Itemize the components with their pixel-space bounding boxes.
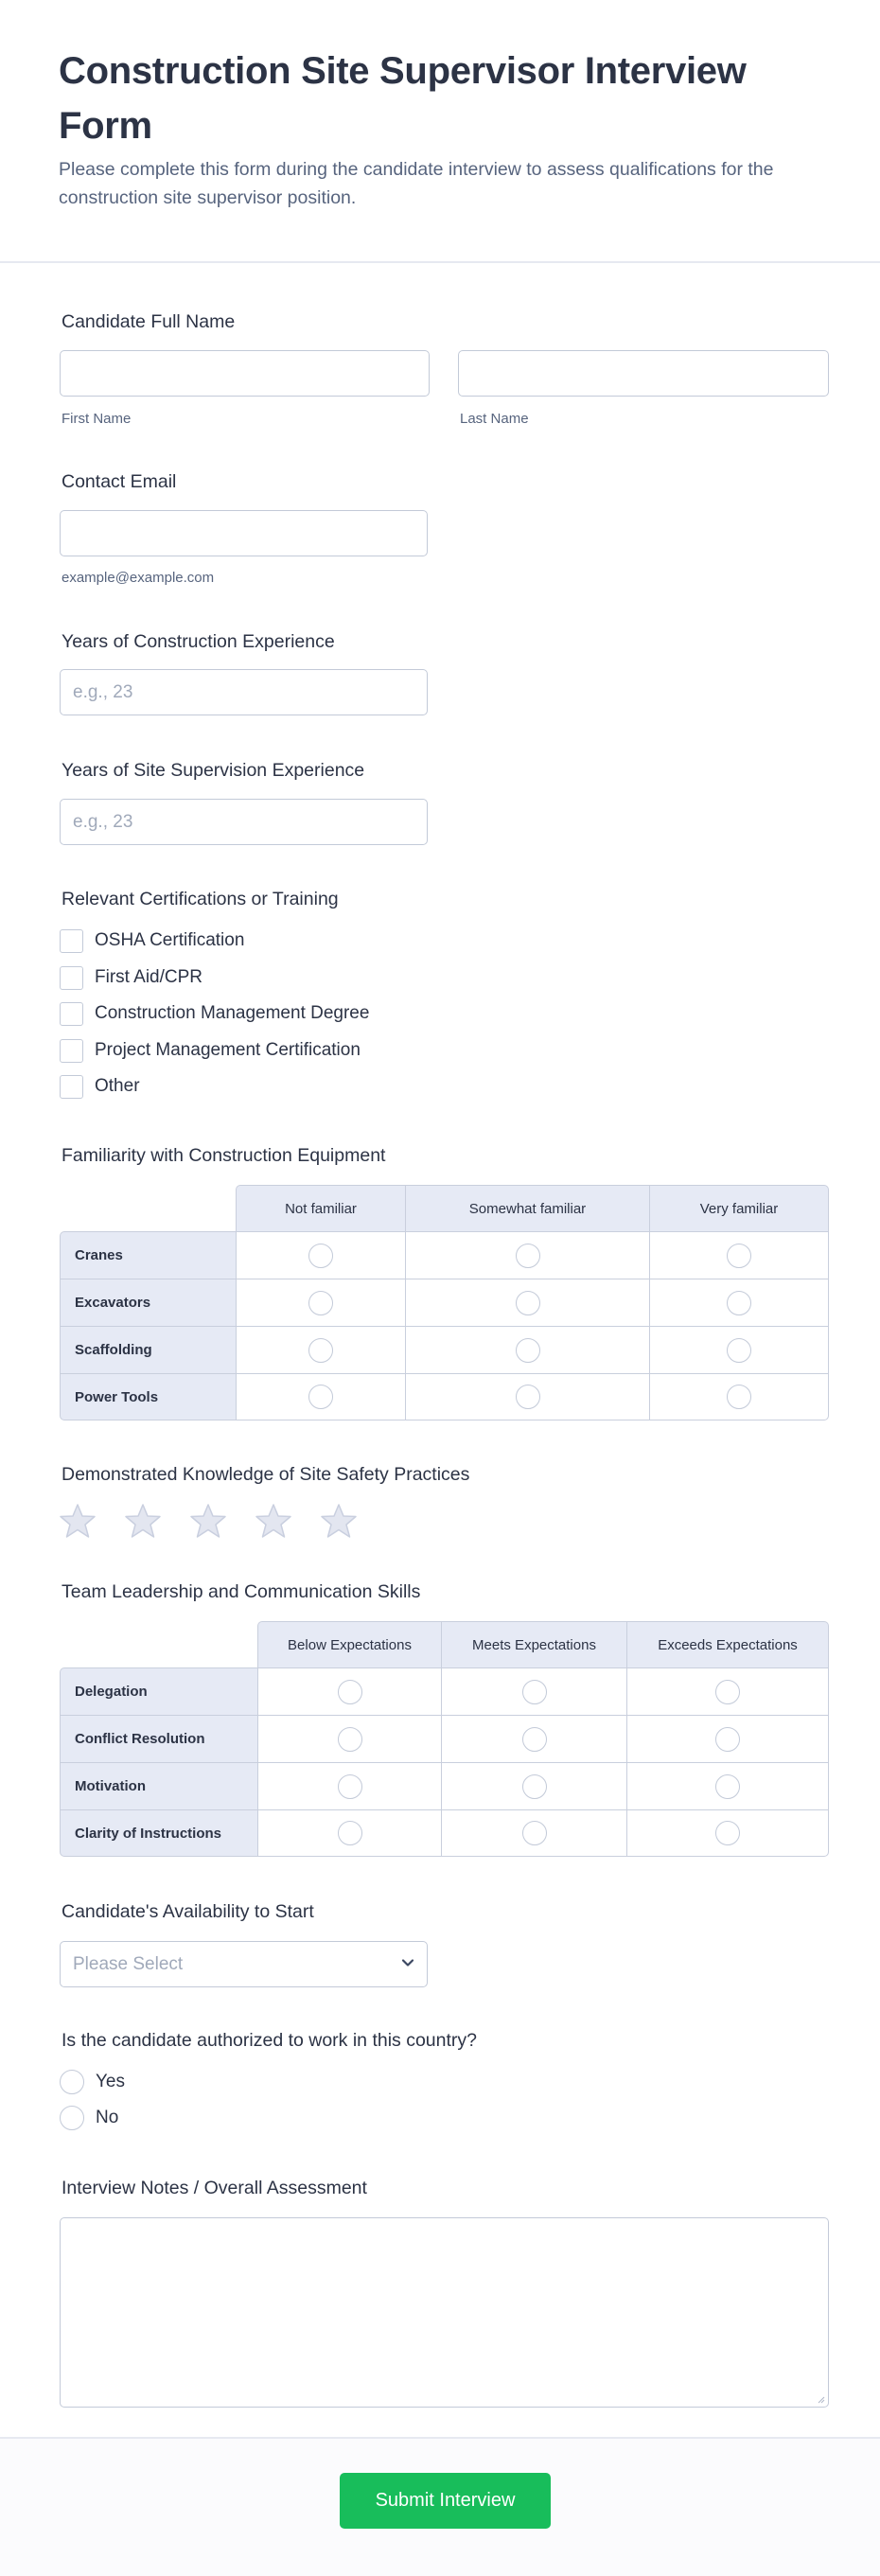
certification-option-project-management[interactable] <box>60 1038 361 1063</box>
star-icon[interactable] <box>320 1503 358 1539</box>
matrix-corner <box>60 1185 236 1231</box>
column-header: Somewhat familiar <box>405 1185 649 1231</box>
radio-button[interactable] <box>522 1821 547 1845</box>
matrix-row <box>60 1667 829 1715</box>
column-header: Exceeds Expectations <box>626 1621 829 1667</box>
star-icon[interactable] <box>255 1503 292 1539</box>
radio-button[interactable] <box>60 2106 84 2130</box>
safety-label: Demonstrated Knowledge of Site Safety Practices <box>62 1464 470 1485</box>
matrix-row <box>60 1715 829 1762</box>
first-name-input[interactable] <box>60 350 430 397</box>
row-label: Conflict Resolution <box>60 1715 257 1762</box>
radio-button[interactable] <box>60 2070 84 2094</box>
checkbox-label: First Aid/CPR <box>95 967 203 987</box>
radio-button[interactable] <box>727 1385 751 1409</box>
column-header: Below Expectations <box>257 1621 441 1667</box>
star-icon[interactable] <box>189 1503 227 1539</box>
header-divider <box>0 261 880 263</box>
certifications-label: Relevant Certifications or Training <box>62 889 339 909</box>
notes-label: Interview Notes / Overall Assessment <box>62 2178 367 2198</box>
matrix-row <box>60 1809 829 1857</box>
supervision-experience-placeholder: e.g., 23 <box>73 812 133 832</box>
certification-option-first-aid[interactable] <box>60 965 202 990</box>
matrix-row <box>60 1326 829 1373</box>
radio-button[interactable] <box>308 1244 333 1268</box>
radio-label: No <box>96 2108 119 2127</box>
construction-experience-placeholder: e.g., 23 <box>73 682 133 702</box>
radio-button[interactable] <box>338 1774 362 1799</box>
row-label: Power Tools <box>60 1373 236 1420</box>
column-header: Meets Expectations <box>441 1621 626 1667</box>
radio-button[interactable] <box>308 1385 333 1409</box>
radio-button[interactable] <box>516 1244 540 1268</box>
certification-option-osha[interactable] <box>60 928 244 953</box>
matrix-row <box>60 1762 829 1809</box>
radio-button[interactable] <box>516 1338 540 1363</box>
leadership-matrix <box>60 1621 829 1857</box>
star-rating <box>59 1503 385 1539</box>
radio-button[interactable] <box>338 1680 362 1704</box>
radio-button[interactable] <box>715 1821 740 1845</box>
leadership-label: Team Leadership and Communication Skills <box>62 1581 421 1602</box>
matrix-corner <box>60 1621 257 1667</box>
equipment-label: Familiarity with Construction Equipment <box>62 1145 386 1166</box>
star-icon[interactable] <box>59 1503 97 1539</box>
availability-select[interactable] <box>60 1941 428 1987</box>
matrix-row <box>60 1279 829 1326</box>
radio-button[interactable] <box>727 1291 751 1315</box>
resize-handle-icon[interactable] <box>816 2394 825 2404</box>
email-input[interactable] <box>60 510 428 556</box>
checkbox[interactable] <box>60 966 83 990</box>
email-sublabel: example@example.com <box>62 570 215 586</box>
authorized-label: Is the candidate authorized to work in this country? <box>62 2030 477 2051</box>
page-subtitle: Please complete this form during the candidate interview to assess qualifications for the construction site supervisor position. <box>59 159 774 208</box>
authorized-option-yes[interactable] <box>60 2070 125 2094</box>
radio-button[interactable] <box>308 1338 333 1363</box>
checkbox-label: OSHA Certification <box>95 930 245 950</box>
column-header: Not familiar <box>236 1185 405 1231</box>
radio-button[interactable] <box>522 1774 547 1799</box>
checkbox-label: Construction Management Degree <box>95 1003 370 1023</box>
checkbox[interactable] <box>60 1075 83 1099</box>
radio-button[interactable] <box>727 1338 751 1363</box>
footer-divider <box>0 2437 880 2439</box>
radio-button[interactable] <box>338 1821 362 1845</box>
radio-button[interactable] <box>715 1727 740 1752</box>
radio-button[interactable] <box>522 1727 547 1752</box>
radio-button[interactable] <box>516 1385 540 1409</box>
column-header: Very familiar <box>649 1185 829 1231</box>
email-label: Contact Email <box>62 471 177 492</box>
matrix-row <box>60 1231 829 1279</box>
availability-label: Candidate's Availability to Start <box>62 1901 314 1922</box>
row-label: Clarity of Instructions <box>60 1809 257 1857</box>
certification-option-other[interactable] <box>60 1074 140 1099</box>
chevron-down-icon <box>401 1958 414 1967</box>
construction-experience-label: Years of Construction Experience <box>62 631 335 652</box>
authorized-option-no[interactable] <box>60 2106 118 2130</box>
radio-button[interactable] <box>308 1291 333 1315</box>
checkbox-label: Other <box>95 1076 140 1096</box>
submit-button[interactable]: Submit Interview <box>340 2473 551 2529</box>
checkbox[interactable] <box>60 929 83 953</box>
notes-textarea[interactable] <box>60 2217 829 2408</box>
radio-button[interactable] <box>338 1727 362 1752</box>
supervision-experience-input[interactable] <box>60 799 428 845</box>
radio-button[interactable] <box>715 1680 740 1704</box>
radio-button[interactable] <box>516 1291 540 1315</box>
supervision-experience-label: Years of Site Supervision Experience <box>62 760 365 781</box>
checkbox[interactable] <box>60 1039 83 1063</box>
page-title: Construction Site Supervisor Interview Form <box>59 50 747 147</box>
last-name-input[interactable] <box>458 350 829 397</box>
row-label: Excavators <box>60 1279 236 1326</box>
radio-button[interactable] <box>715 1774 740 1799</box>
full-name-label: Candidate Full Name <box>62 311 236 332</box>
checkbox-label: Project Management Certification <box>95 1040 361 1060</box>
checkbox[interactable] <box>60 1002 83 1026</box>
equipment-matrix <box>60 1185 829 1420</box>
row-label: Cranes <box>60 1231 236 1279</box>
radio-label: Yes <box>96 2072 125 2091</box>
last-name-sublabel: Last Name <box>460 411 529 427</box>
matrix-row <box>60 1373 829 1420</box>
row-label: Delegation <box>60 1667 257 1715</box>
construction-experience-input[interactable] <box>60 669 428 715</box>
radio-button[interactable] <box>727 1244 751 1268</box>
row-label: Scaffolding <box>60 1326 236 1373</box>
availability-selected-value: Please Select <box>73 1954 184 1974</box>
star-icon[interactable] <box>124 1503 162 1539</box>
certification-option-construction-management[interactable] <box>60 1001 369 1026</box>
radio-button[interactable] <box>522 1680 547 1704</box>
first-name-sublabel: First Name <box>62 411 132 427</box>
row-label: Motivation <box>60 1762 257 1809</box>
